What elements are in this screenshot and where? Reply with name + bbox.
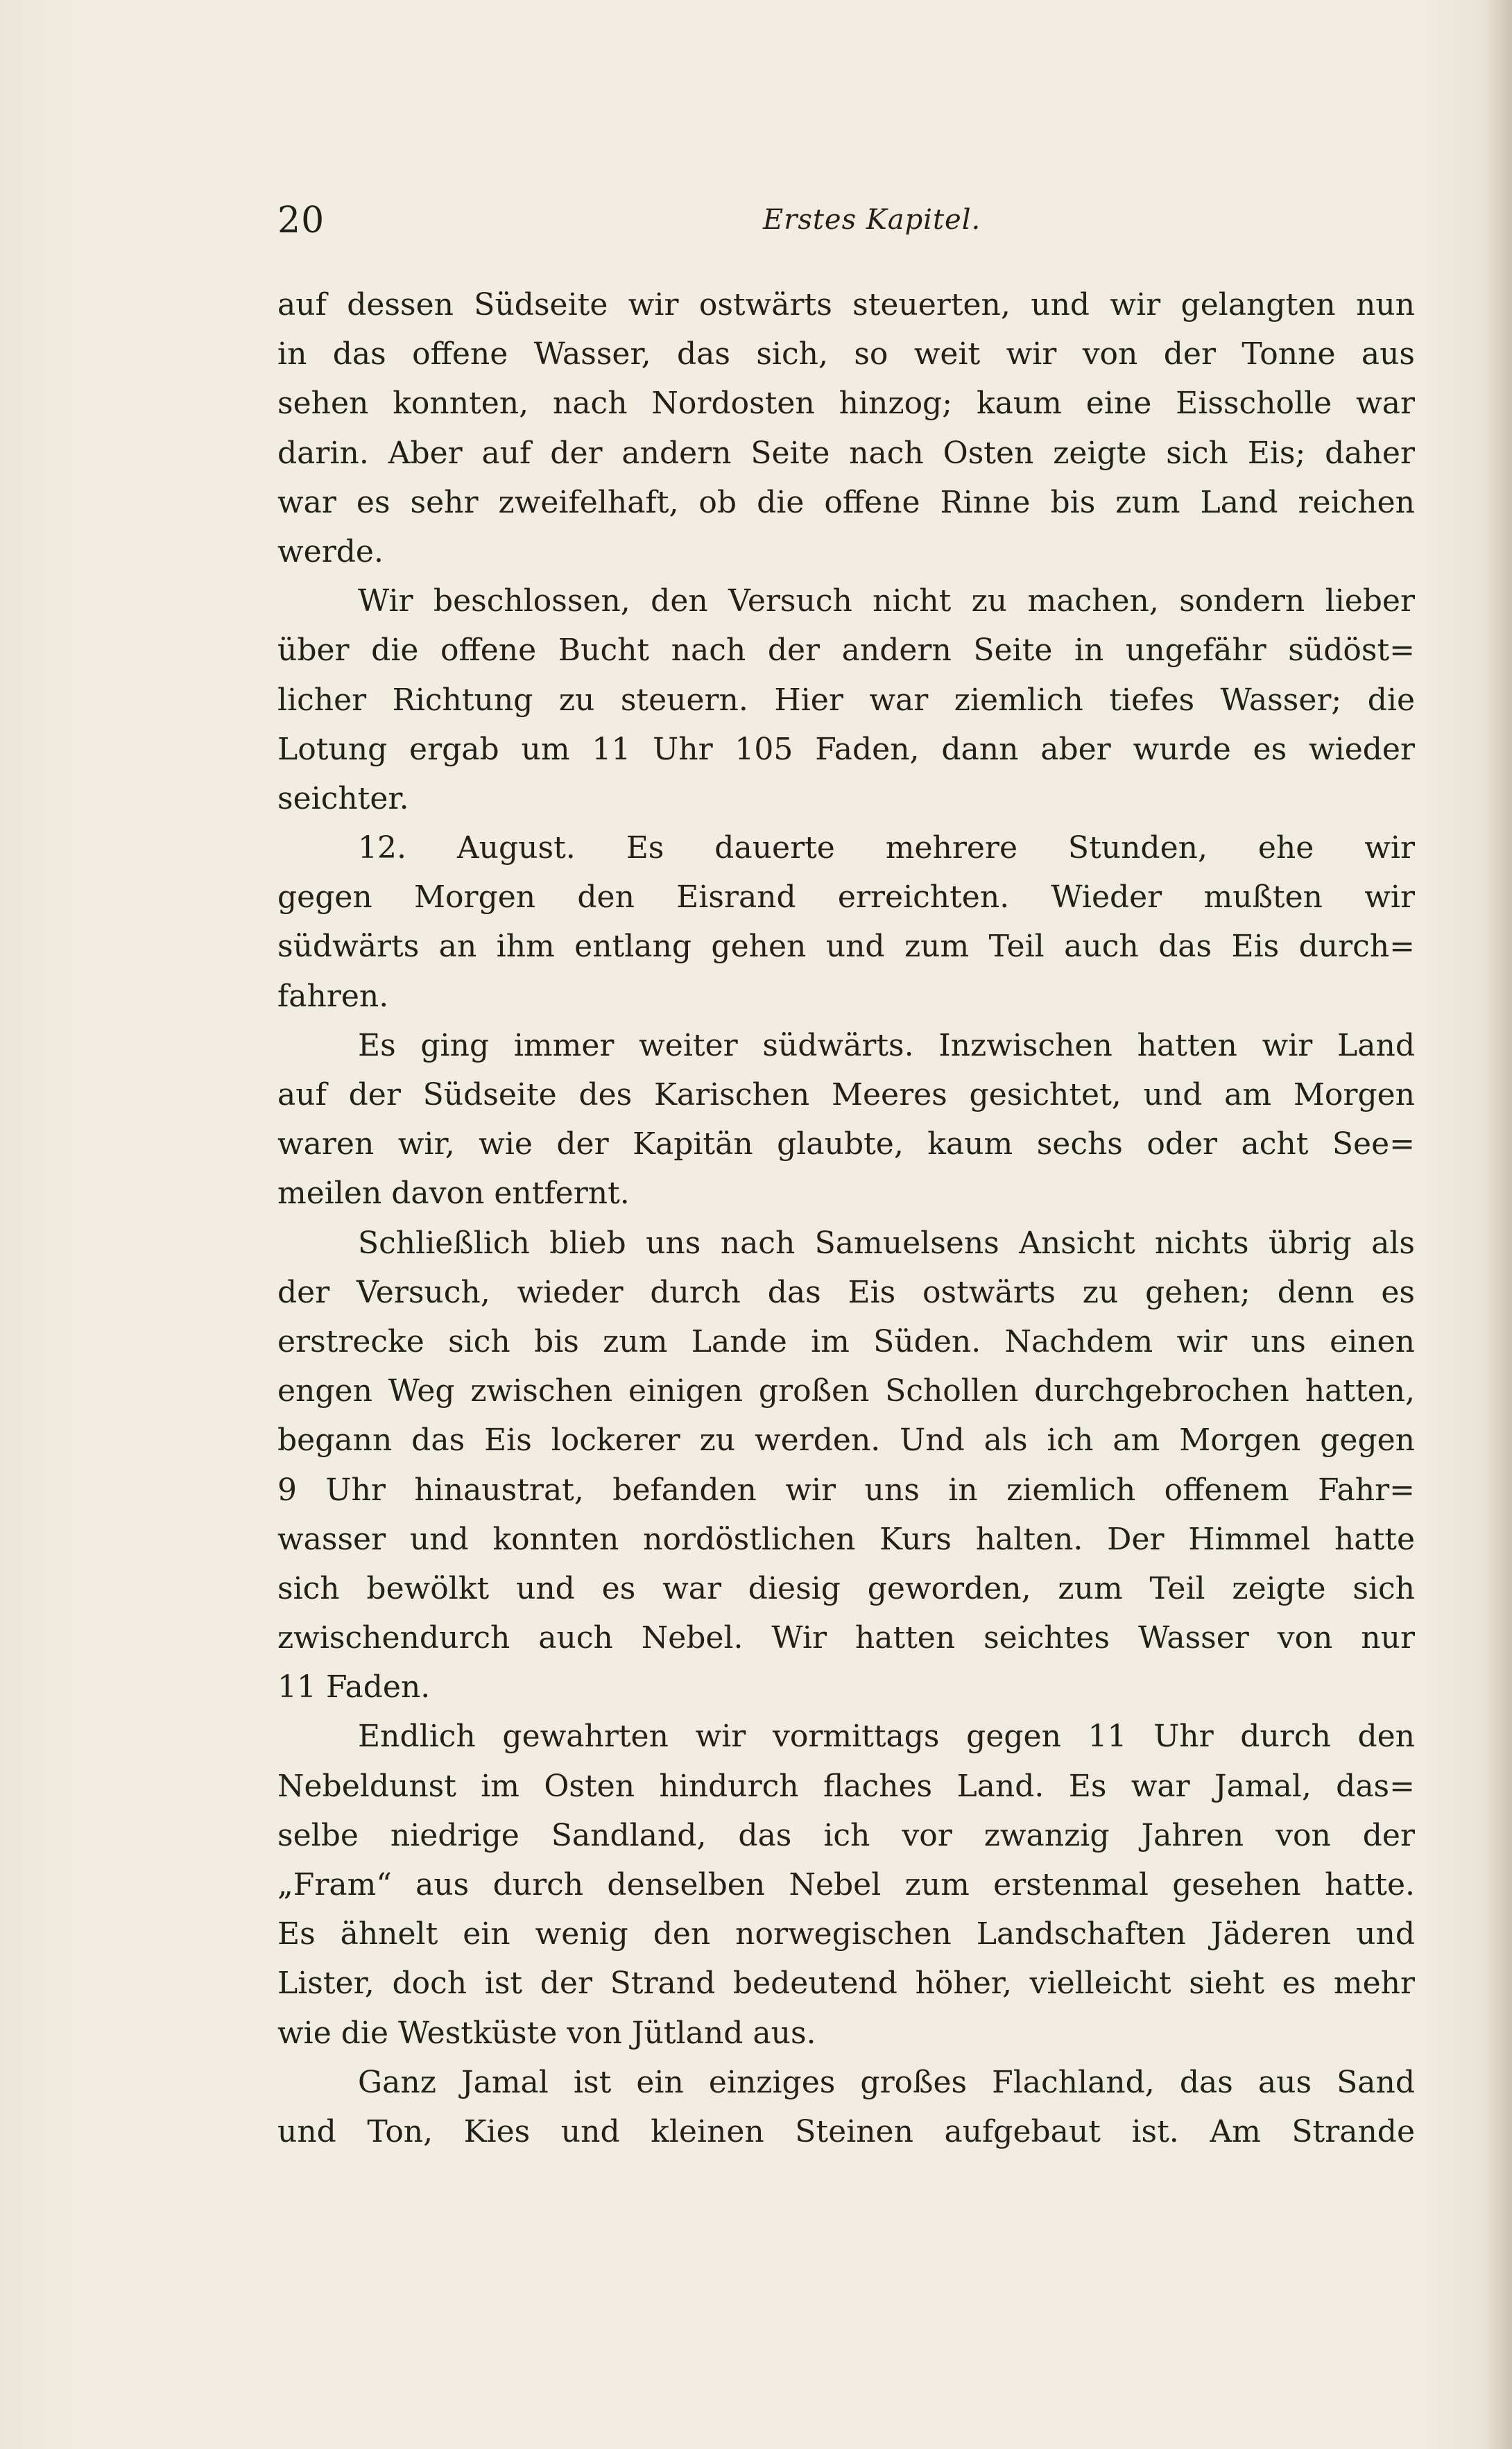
text-line: meilen davon entfernt. (277, 1176, 630, 1212)
text-line: waren wir, wie der Kapitän glaubte, kaum sechs oder acht See= (277, 1126, 1415, 1162)
text-line: auf dessen Südseite wir ostwärts steuerten, und wir gelangten nun (277, 287, 1415, 323)
text-line: sich bewölkt und es war diesig geworden, zum Teil zeigte sich (277, 1570, 1415, 1606)
text-line: Wir beschlossen, den Versuch nicht zu machen, sondern lieber (358, 583, 1415, 619)
text-line: Schließlich blieb uns nach Samuelsens Ansicht nichts übrig als (358, 1225, 1415, 1261)
text-body (277, 280, 1415, 2156)
text-line: selbe niedrige Sandland, das ich vor zwanzig Jahren von der (277, 1817, 1415, 1853)
text-line: über die offene Bucht nach der andern Seite in ungefähr südöst= (277, 633, 1415, 669)
text-line: zwischendurch auch Nebel. Wir hatten seichtes Wasser von nur (277, 1620, 1415, 1656)
page-number: 20 (277, 200, 325, 241)
text-line: der Versuch, wieder durch das Eis ostwärts zu gehen; denn es (277, 1274, 1415, 1310)
text-line: seichter. (277, 780, 409, 816)
text-line: in das offene Wasser, das sich, so weit wir von der Tonne aus (277, 336, 1415, 372)
text-line: Lotung ergab um 11 Uhr 105 Faden, dann aber wurde es wieder (277, 731, 1415, 767)
text-line: licher Richtung zu steuern. Hier war ziemlich tiefes Wasser; die (277, 682, 1415, 718)
running-head: Erstes Kapitel. (763, 204, 981, 236)
text-line: Es ging immer weiter südwärts. Inzwischen hatten wir Land (358, 1027, 1415, 1063)
text-line: Lister, doch ist der Strand bedeutend höher, vielleicht sieht es mehr (277, 1966, 1415, 2002)
text-line: darin. Aber auf der andern Seite nach Osten zeigte sich Eis; daher (277, 435, 1415, 471)
text-line: war es sehr zweifelhaft, ob die offene Rinne bis zum Land reichen (277, 484, 1415, 520)
text-line: begann das Eis lockerer zu werden. Und als ich am Morgen gegen (277, 1423, 1415, 1459)
text-line: wie die Westküste von Jütland aus. (277, 2015, 816, 2051)
text-line: 9 Uhr hinaustrat, befanden wir uns in ziemlich offenem Fahr= (277, 1472, 1415, 1508)
text-line: südwärts an ihm entlang gehen und zum Teil auch das Eis durch= (277, 929, 1415, 965)
text-line: „Fram“ aus durch denselben Nebel zum erstenmal gesehen hatte. (277, 1867, 1415, 1902)
text-line: Ganz Jamal ist ein einziges großes Flachland, das aus Sand (358, 2064, 1415, 2100)
text-line: wasser und konnten nordöstlichen Kurs halten. Der Himmel hatte (277, 1521, 1415, 1557)
text-line: fahren. (277, 978, 389, 1014)
page-header (277, 193, 1415, 248)
text-line: werde. (277, 533, 384, 569)
text-line: und Ton, Kies und kleinen Steinen aufgebaut ist. Am Strande (277, 2113, 1415, 2149)
text-line: Es ähnelt ein wenig den norwegischen Landschaften Jäderen und (277, 1916, 1415, 1952)
text-line: engen Weg zwischen einigen großen Schollen durchgebrochen hatten, (277, 1373, 1415, 1409)
text-line: 11 Faden. (277, 1669, 431, 1705)
text-line: erstrecke sich bis zum Lande im Süden. Nachdem wir uns einen (277, 1323, 1415, 1359)
text-line: gegen Morgen den Eisrand erreichten. Wieder mußten wir (277, 879, 1415, 916)
text-line: Nebeldunst im Osten hindurch flaches Land. Es war Jamal, das= (277, 1768, 1415, 1804)
text-line: Endlich gewahrten wir vormittags gegen 11 Uhr durch den (358, 1719, 1415, 1755)
text-line: auf der Südseite des Karischen Meeres gesichtet, und am Morgen (277, 1077, 1415, 1112)
page-gutter-shadow (1484, 0, 1512, 2449)
text-line: sehen konnten, nach Nordosten hinzog; kaum eine Eisscholle war (277, 386, 1415, 422)
text-line: 12. August. Es dauerte mehrere Stunden, ehe wir (358, 830, 1415, 866)
